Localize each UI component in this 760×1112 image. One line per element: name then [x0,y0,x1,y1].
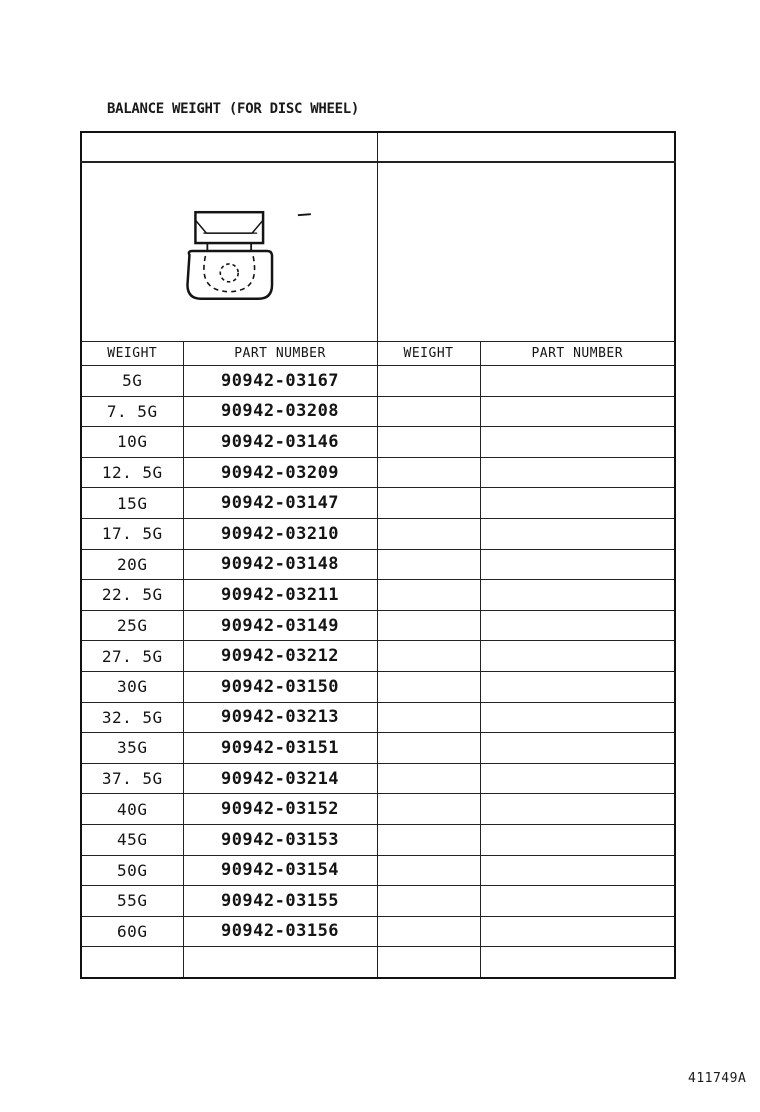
part-number-cell-2 [480,671,675,702]
part-number-cell-2 [480,518,675,549]
table-row [81,855,675,886]
weight-cell-2 [377,580,480,611]
balance-weight-illustration [82,163,377,341]
part-number-cell: 90942-03214 [183,763,377,794]
part-number-cell-2 [480,947,675,978]
table-row [81,763,675,794]
figure-cell [81,162,377,342]
weight-cell-2 [377,518,480,549]
hidden-hole-dashed [220,264,238,282]
weight-cell: 12. 5G [81,457,183,488]
weight-cell: 10G [81,427,183,458]
part-number-cell: 90942-03155 [183,886,377,917]
part-number-cell-2 [480,641,675,672]
part-number-cell: 90942-03209 [183,457,377,488]
part-number-cell-2 [480,733,675,764]
weight-cell: 25G [81,610,183,641]
weight-cell-2 [377,488,480,519]
table-row [81,580,675,611]
part-number-cell: 90942-03210 [183,518,377,549]
part-number-cell: 90942-03148 [183,549,377,580]
weight-cell-2 [377,886,480,917]
top-band-left-cell [81,132,377,162]
table-row [81,794,675,825]
parts-table [80,131,676,979]
weight-cell: 35G [81,733,183,764]
part-number-cell-2 [480,610,675,641]
weight-cell: 50G [81,855,183,886]
table-row [81,916,675,947]
part-number-cell: 90942-03151 [183,733,377,764]
part-number-cell-2 [480,855,675,886]
table-row [81,396,675,427]
part-number-cell: 90942-03154 [183,855,377,886]
weight-cell: 5G [81,366,183,397]
weight-cell-2 [377,916,480,947]
part-number-cell: 90942-03152 [183,794,377,825]
weight-cell-2 [377,733,480,764]
weight-cell-2 [377,794,480,825]
weight-cell: 15G [81,488,183,519]
weight-cell-2 [377,702,480,733]
table-row [81,488,675,519]
weight-cell-2 [377,610,480,641]
top-band-right-cell [377,132,675,162]
part-number-cell: 90942-03212 [183,641,377,672]
weight-cell: 7. 5G [81,396,183,427]
table-row [81,702,675,733]
part-number-cell: 90942-03211 [183,580,377,611]
table-row [81,641,675,672]
clip-spring-line [195,220,263,233]
part-number-cell-2 [480,488,675,519]
weight-cell-2 [377,457,480,488]
column-header-part-number-1: PART NUMBER [183,342,377,366]
weight-cell-2 [377,947,480,978]
weight-cell: 20G [81,549,183,580]
weight-cell [81,947,183,978]
figure-code: 411749A [688,1071,747,1086]
weight-cell: 22. 5G [81,580,183,611]
part-number-cell-2 [480,794,675,825]
clip-outline [195,212,263,243]
weight-cell: 45G [81,824,183,855]
weight-cell: 37. 5G [81,763,183,794]
part-number-cell-2 [480,886,675,917]
table-row-empty [81,947,675,978]
table-row [81,610,675,641]
part-number-cell-2 [480,366,675,397]
weight-cell-2 [377,824,480,855]
part-number-cell-2 [480,580,675,611]
column-header-row [81,342,675,366]
part-number-cell-2 [480,457,675,488]
part-number-cell: 90942-03147 [183,488,377,519]
page-title: BALANCE WEIGHT (FOR DISC WHEEL) [107,101,359,117]
weight-cell-2 [377,427,480,458]
weight-cell: 17. 5G [81,518,183,549]
weight-cell: 30G [81,671,183,702]
table-row [81,733,675,764]
weight-cell: 40G [81,794,183,825]
part-number-cell: 90942-03149 [183,610,377,641]
part-number-cell-2 [480,549,675,580]
part-number-cell-2 [480,427,675,458]
weight-cell-2 [377,763,480,794]
part-number-cell: 90942-03156 [183,916,377,947]
figure-row-right-cell [377,162,675,342]
figure-row [81,162,675,342]
part-number-cell: 90942-03150 [183,671,377,702]
table-row [81,824,675,855]
weight-body-outline [187,251,272,299]
weight-cell-2 [377,549,480,580]
part-number-cell-2 [480,763,675,794]
part-number-cell-2 [480,396,675,427]
top-band-row [81,132,675,162]
weight-cell: 32. 5G [81,702,183,733]
table-row [81,457,675,488]
column-header-weight-2: WEIGHT [377,342,480,366]
weight-cell-2 [377,855,480,886]
weight-cell: 60G [81,916,183,947]
part-number-cell [183,947,377,978]
table-row [81,518,675,549]
weight-cell-2 [377,641,480,672]
weight-cell: 27. 5G [81,641,183,672]
column-header-part-number-2: PART NUMBER [480,342,675,366]
table-row [81,886,675,917]
table-row [81,366,675,397]
clip-top-mark [298,214,311,215]
part-number-cell: 90942-03153 [183,824,377,855]
weight-cell-2 [377,366,480,397]
weight-cell: 55G [81,886,183,917]
part-number-cell: 90942-03167 [183,366,377,397]
part-number-cell: 90942-03146 [183,427,377,458]
part-number-cell: 90942-03213 [183,702,377,733]
part-number-cell: 90942-03208 [183,396,377,427]
part-number-cell-2 [480,702,675,733]
table-row [81,549,675,580]
weight-cell-2 [377,396,480,427]
hidden-contour-dashed [204,256,255,292]
table-row [81,671,675,702]
part-number-cell-2 [480,824,675,855]
table-row [81,427,675,458]
part-number-cell-2 [480,916,675,947]
column-header-weight-1: WEIGHT [81,342,183,366]
weight-cell-2 [377,671,480,702]
